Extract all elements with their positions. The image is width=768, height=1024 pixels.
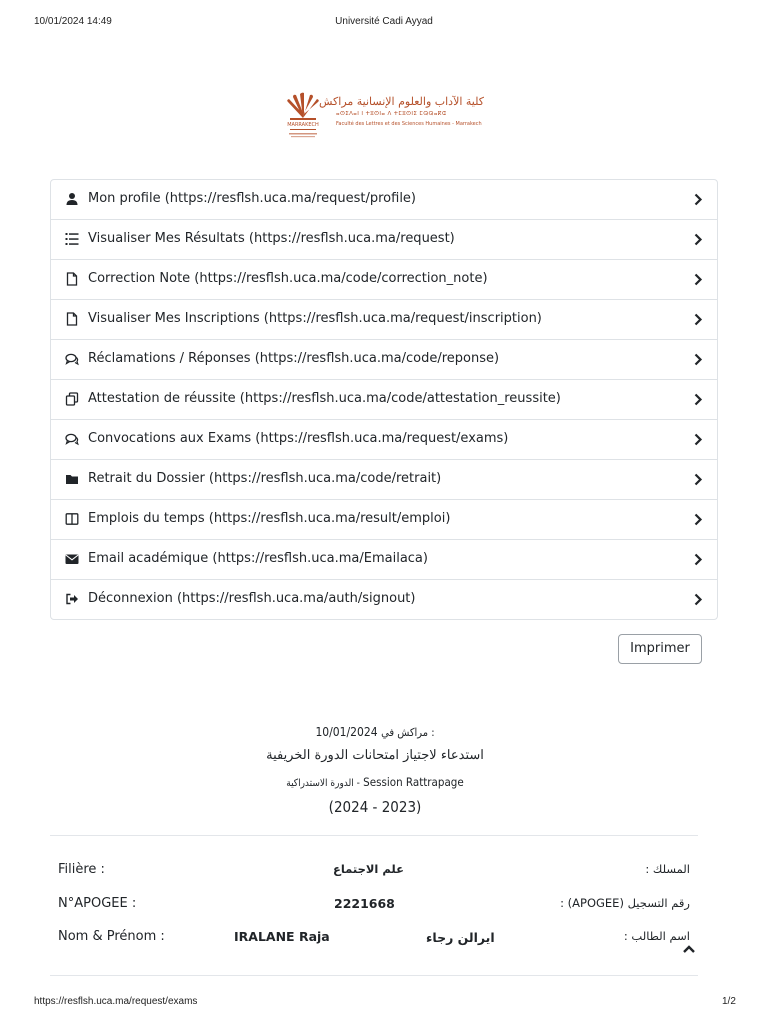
convocation-city-prefix: مراكش في : <box>381 726 435 739</box>
filiere-label: Filière : <box>58 862 105 877</box>
menu-item-results[interactable] <box>51 220 717 260</box>
student-name: IRALANE Raja <box>234 929 330 944</box>
filiere-value: علم الاجتماع <box>333 862 404 876</box>
comments-icon <box>65 352 79 366</box>
menu-item-label: Convocations aux Exams (https://resflsh.uca.ma/request/exams) <box>88 431 509 446</box>
list-ordered-icon <box>65 232 79 246</box>
chevron-right-icon <box>693 233 703 246</box>
divider <box>50 975 698 976</box>
print-footer-url: https://resflsh.uca.ma/request/exams <box>34 996 198 1007</box>
apogee-value: 2221668 <box>334 896 395 911</box>
comments-icon <box>65 432 79 446</box>
logo-arabic-name: كلية الآداب والعلوم الإنسانية مراكش <box>319 95 484 108</box>
menu-item-label: Retrait du Dossier (https://resflsh.uca.ma/code/retrait) <box>88 471 442 486</box>
menu-item-emplois[interactable] <box>51 500 717 540</box>
menu-item-label: Réclamations / Réponses (https://resflsh.uca.ma/code/reponse) <box>88 351 500 366</box>
chevron-right-icon <box>693 473 703 486</box>
chevron-right-icon <box>693 553 703 566</box>
chevron-right-icon <box>693 273 703 286</box>
file-icon <box>65 272 79 286</box>
menu-item-label: Correction Note (https://resflsh.uca.ma/code/correction_note) <box>88 271 488 286</box>
logo-tifinagh-name: ⴰⵙⵉⴷⴰⵏ ⵏ ⵜⵓⵙⵏⴰ ⴷ ⵜⵎⵓⵙⵏⵉ ⵎⵕⵕⴰⴽⵛ <box>336 111 447 117</box>
print-datetime: 10/01/2024 14:49 <box>34 16 112 27</box>
chevron-right-icon <box>693 313 703 326</box>
menu-item-label: Attestation de réussite (https://resflsh.uca.ma/code/attestation_reussite) <box>88 391 561 406</box>
apogee-label: N°APOGEE : <box>58 896 137 911</box>
chevron-right-icon <box>693 593 703 606</box>
menu-item-label: Mon profile (https://resflsh.uca.ma/request/profile) <box>88 191 416 206</box>
print-button[interactable]: Imprimer <box>618 634 702 664</box>
menu-item-label: Visualiser Mes Résultats (https://resflsh.uca.ma/request) <box>88 231 455 246</box>
convocation-session-fr: Session Rattrapage <box>363 775 464 789</box>
name-label: Nom & Prénom : <box>58 929 165 944</box>
menu-item-label: Emplois du temps (https://resflsh.uca.ma/result/emploi) <box>88 511 451 526</box>
menu-item-label: Visualiser Mes Inscriptions (https://resflsh.uca.ma/request/inscription) <box>88 311 542 326</box>
columns-icon <box>65 512 79 526</box>
menu-item-profile[interactable] <box>51 180 717 220</box>
convocation-session-ar: الدورة الاستدراكية - <box>286 778 360 789</box>
faculty-logo <box>280 92 490 140</box>
envelope-icon <box>65 552 79 566</box>
menu-item-correction-note[interactable] <box>51 260 717 300</box>
menu-item-convocations[interactable] <box>51 420 717 460</box>
chevron-right-icon <box>693 353 703 366</box>
menu-item-inscriptions[interactable] <box>51 300 717 340</box>
convocation-title: استدعاء لاجتياز امتحانات الدورة الخريفية <box>266 748 484 763</box>
svg-text:MARRAKECH: MARRAKECH <box>287 122 319 128</box>
chevron-right-icon <box>693 193 703 206</box>
chevron-right-icon <box>693 393 703 406</box>
convocation-date-line <box>50 725 700 739</box>
menu-item-retrait[interactable] <box>51 460 717 500</box>
menu-item-label: Email académique (https://resflsh.uca.ma/Emailaca) <box>88 551 428 566</box>
menu-item-email[interactable] <box>51 540 717 580</box>
folder-icon <box>65 472 79 486</box>
filiere-ar-label: المسلك : <box>645 862 690 876</box>
convocation-session-line <box>50 775 700 789</box>
menu-item-reclamations[interactable] <box>51 340 717 380</box>
name-ar-label: اسم الطالب : <box>623 929 690 943</box>
file-icon <box>65 312 79 326</box>
menu-item-label: Déconnexion (https://resflsh.uca.ma/auth/signout) <box>88 591 416 606</box>
menu-item-attestation[interactable] <box>51 380 717 420</box>
print-footer-page: 1/2 <box>722 996 736 1007</box>
chevron-right-icon <box>693 433 703 446</box>
apogee-ar-label: رقم التسجيل (APOGEE) : <box>560 896 690 910</box>
divider <box>50 835 698 836</box>
scroll-to-top-icon[interactable] <box>682 944 696 954</box>
convocation-date: 10/01/2024 <box>315 725 378 739</box>
sign-out-icon <box>65 592 79 606</box>
student-menu <box>50 179 718 620</box>
academic-year: (2024 - 2023) <box>328 798 422 816</box>
user-icon <box>65 192 79 206</box>
student-name-ar: ايرالن رجاء <box>426 930 495 945</box>
chevron-right-icon <box>693 513 703 526</box>
menu-item-signout[interactable] <box>51 580 717 619</box>
copy-icon <box>65 392 79 406</box>
logo-french-name: Faculté des Lettres et des Sciences Humaines - Marrakech <box>336 121 482 127</box>
print-site-title: Université Cadi Ayyad <box>335 16 433 27</box>
